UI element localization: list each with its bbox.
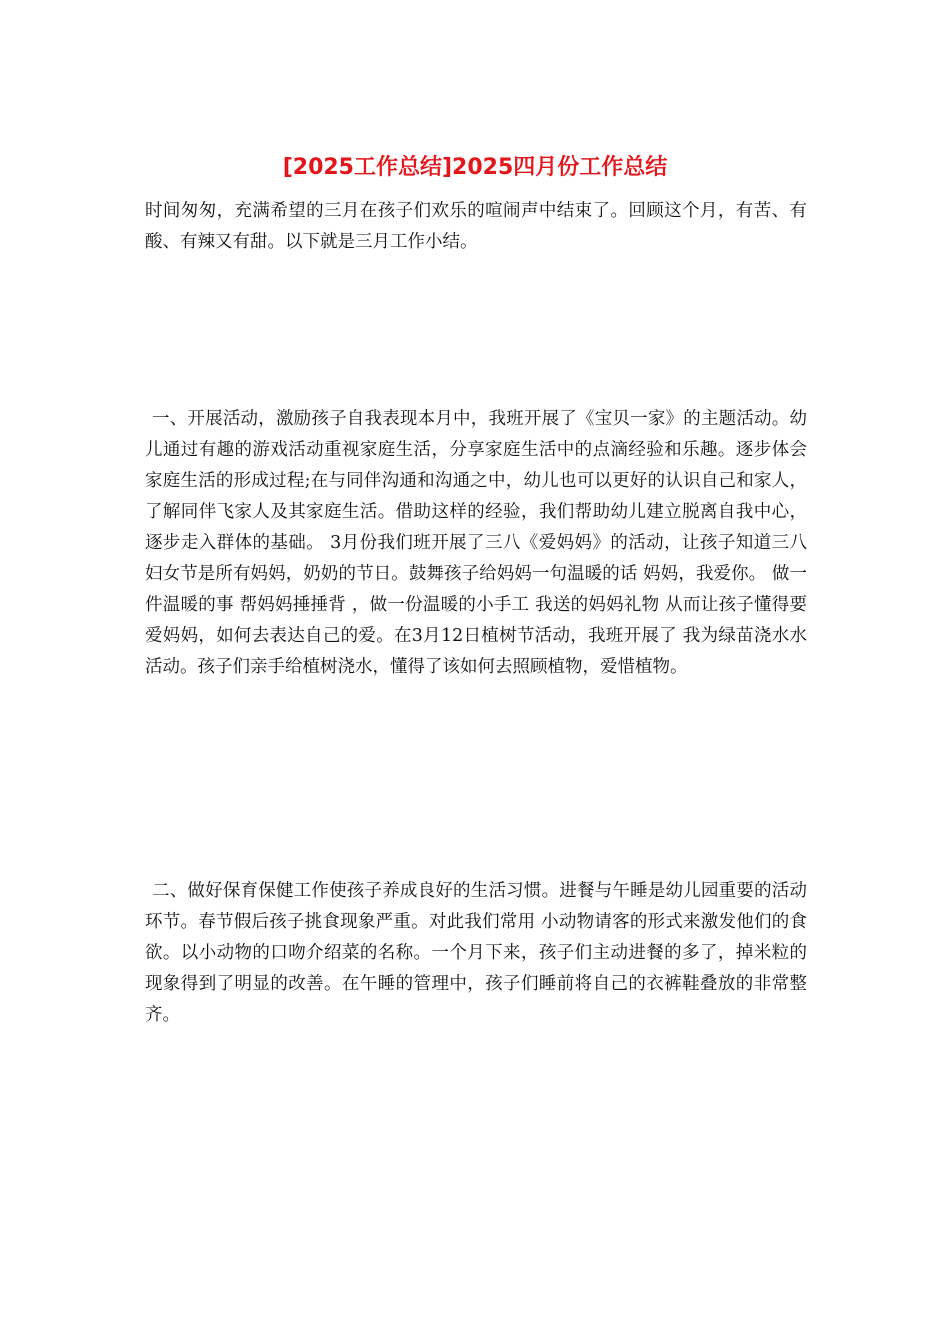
intro-paragraph: 时间匆匆，充满希望的三月在孩子们欢乐的喧闹声中结束了。回顾这个月，有苦、有酸、有辣又有甜。以下就是三月工作小结。: [145, 201, 807, 252]
document-title: [2025工作总结]2025四月份工作总结: [282, 155, 668, 180]
section-one-paragraph: 一、开展活动，激励孩子自我表现本月中，我班开展了《宝贝一家》的主题活动。幼儿通过有趣的游戏活动重视家庭生活，分享家庭生活中的点滴经验和乐趣。逐步体会家庭生活的形成过程;在与同伴沟通和沟通之中，幼儿也可以更好的认识自己和家人，了解同伴飞家人及其家庭生活。借助这样的经验，我们帮助幼儿建立脱离自我中心，逐步走入群体的基础。 3月份我们班开展了三八《爱妈妈》的活动，让孩子知道三八妇女节是所有妈妈，奶奶的节日。鼓舞孩子给妈妈一句温暖的话 妈妈，我爱你。 做一件温暖的事 帮妈妈捶捶背 ，做一份温暖的小手工 我送的妈妈礼物 从而让孩子懂得要爱妈妈，如何去表达自己的爱。在3月12日植树节活动，我班开展了 我为绿苗浇水水 活动。孩子们亲手给植树浇水，懂得了该如何去照顾植物，爱惜植物。: [145, 409, 807, 677]
section-two-paragraph: 二、做好保育保健工作使孩子养成良好的生活习惯。进餐与午睡是幼儿园重要的活动环节。春节假后孩子挑食现象严重。对此我们常用 小动物请客的形式来激发他们的食欲。以小动物的口吻介绍菜的名称。一个月下来，孩子们主动进餐的多了，掉米粒的现象得到了明显的改善。在午睡的管理中，孩子们睡前将自己的衣裤鞋叠放的非常整齐。: [145, 881, 807, 1025]
